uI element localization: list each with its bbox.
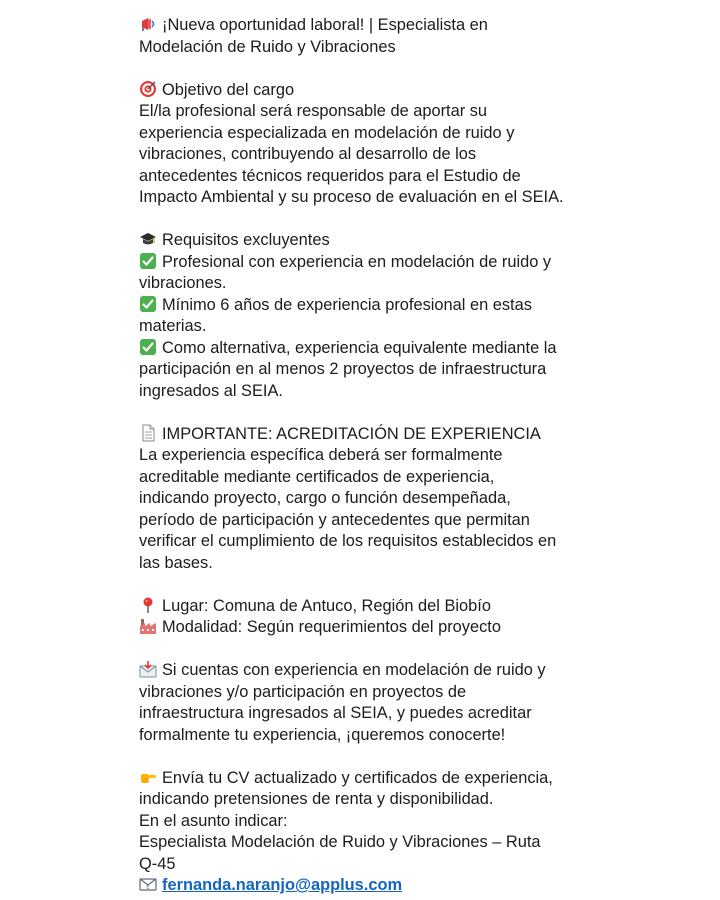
contact-email-link[interactable]: fernanda.naranjo@applus.com [162, 876, 403, 894]
contact-line [139, 875, 589, 897]
objective-heading: Objetivo del cargo [139, 80, 589, 102]
job-post [139, 15, 589, 897]
factory-icon [139, 617, 157, 635]
target-icon [139, 80, 157, 98]
check-mark-icon [139, 338, 157, 356]
apply-text-line: Q-45 [139, 854, 176, 873]
post-title-line-1: ¡Nueva oportunidad laboral! | Especialista en [139, 15, 589, 37]
objective-text-line: Impacto Ambiental y su proceso de evaluación en el SEIA. [139, 188, 564, 206]
requirement-item-continuation: participación en al menos 2 proyectos de infraestructura [139, 360, 547, 378]
apply-text-line: indicando pretensiones de renta y disponibilidad. [139, 790, 494, 808]
requirement-item-continuation: materias. [139, 317, 207, 335]
modality-line: Modalidad: Según requerimientos del proyecto [139, 617, 589, 639]
important-text-line: La experiencia específica deberá ser formalmente [139, 446, 503, 464]
check-mark-icon [139, 252, 157, 270]
important-text-line: indicando proyecto, cargo o función desempeñada, [139, 489, 511, 507]
important-text-line: las bases. [139, 553, 213, 572]
objective-text-line: antecedentes técnicos requeridos para el Estudio de [139, 166, 521, 185]
check-mark-icon [139, 295, 157, 313]
location-line: Lugar: Comuna de Antuco, Región del Biobío [139, 596, 589, 618]
requirement-item: Profesional con experiencia en modelación de ruido y [139, 252, 589, 274]
post-title-line-2: Modelación de Ruido y Vibraciones [139, 37, 396, 56]
pointing-hand-icon [139, 768, 157, 786]
requirement-item-continuation: vibraciones. [139, 274, 227, 292]
email-icon [139, 875, 157, 893]
requirement-item: Mínimo 6 años de experiencia profesional en estas [139, 295, 589, 317]
graduation-cap-icon [139, 230, 157, 248]
apply-text-line: En el asunto indicar: [139, 811, 288, 830]
envelope-arrow-icon [139, 660, 157, 678]
megaphone-icon [139, 15, 157, 33]
important-text-line: verificar el cumplimiento de los requisitos establecidos en [139, 532, 557, 550]
objective-text-line: experiencia especializada en modelación de ruido y [139, 123, 515, 142]
important-text-line: acreditable mediante certificados de experiencia, [139, 467, 495, 486]
important-heading: IMPORTANTE: ACREDITACIÓN DE EXPERIENCIA [139, 424, 589, 446]
document-icon [139, 424, 157, 442]
invite-text-line: formalmente tu experiencia, ¡queremos conocerte! [139, 725, 506, 744]
objective-text-line: El/la profesional será responsable de aportar su [139, 102, 488, 120]
requirement-item: Como alternativa, experiencia equivalente mediante la [139, 338, 589, 360]
important-text-line: período de participación y antecedentes que permitan [139, 510, 530, 529]
invite-line: Si cuentas con experiencia en modelación de ruido y [139, 660, 589, 682]
requirements-heading: Requisitos excluyentes [139, 230, 589, 252]
invite-text-line: infraestructura ingresados al SEIA, y puedes acreditar [139, 704, 532, 722]
pin-icon [139, 596, 157, 614]
apply-text-line: Especialista Modelación de Ruido y Vibraciones – Ruta [139, 833, 541, 851]
invite-text-line: vibraciones y/o participación en proyectos de [139, 682, 467, 701]
svg-text:E: E [146, 885, 150, 891]
requirement-item-continuation: ingresados al SEIA. [139, 381, 283, 400]
apply-line: Envía tu CV actualizado y certificados de experiencia, [139, 768, 589, 790]
objective-text-line: vibraciones, contribuyendo al desarrollo de los [139, 145, 477, 163]
